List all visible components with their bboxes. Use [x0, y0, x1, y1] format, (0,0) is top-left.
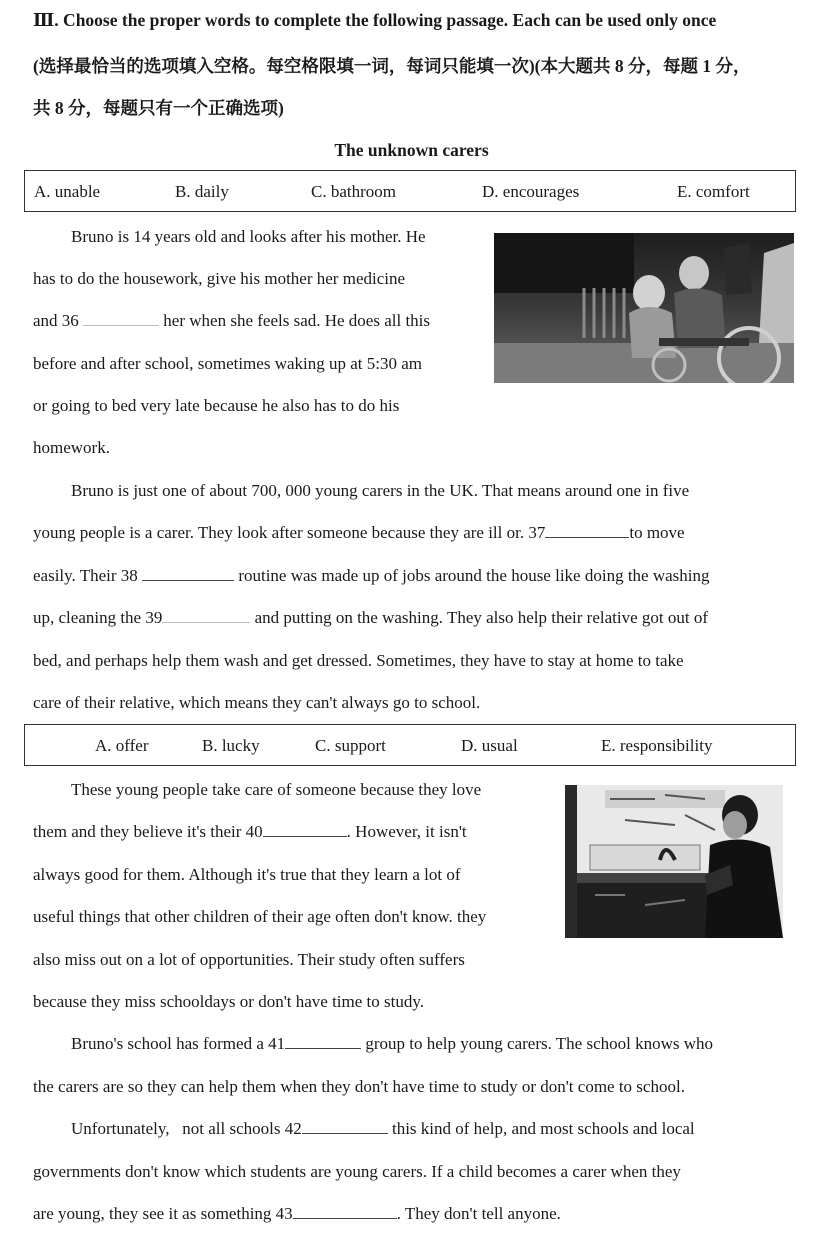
para5-line-1 — [71, 1119, 695, 1139]
photo-wheelchair — [494, 233, 794, 383]
para1-line-6: homework. — [33, 438, 110, 457]
para3-line-1: These young people take care of someone because they love — [71, 780, 482, 799]
instruction-line-1: Ⅲ. Choose the proper words to complete the following passage. Each can be used only once — [33, 10, 717, 30]
para2-line-6: care of their relative, which means they can't always go to school. — [33, 693, 481, 712]
para1-line-3 — [33, 311, 430, 331]
option-e: E. comfort — [677, 182, 750, 201]
text: them and they believe it's their 40 — [33, 822, 263, 841]
para3-line-5: also miss out on a lot of opportunities. Their study often suffers — [33, 950, 465, 969]
para5-line-3 — [33, 1204, 561, 1224]
text: easily. Their 38 — [33, 566, 143, 585]
para4-line-2: the carers are so they can help them when they don't have time to study or don't come to school. — [33, 1077, 685, 1096]
option-a: A. unable — [34, 182, 101, 201]
para2-line-3 — [33, 566, 710, 586]
para3-line-3: always good for them. Although it's true that they learn a lot of — [33, 865, 461, 884]
instruction-line-3: 共 8 分，每题只有一个正确选项) — [33, 98, 284, 118]
para3-line-4: useful things that other children of their age often don't know. they — [33, 907, 487, 926]
text: are young, they see it as something 43 — [33, 1204, 293, 1223]
text: and 36 — [33, 311, 84, 330]
text: Unfortunately, not all schools 42 — [71, 1119, 302, 1138]
blank-39[interactable] — [162, 608, 250, 623]
blank-38[interactable] — [142, 566, 234, 581]
para5-line-2: governments don't know which students are young carers. If a child becomes a carer when they — [33, 1162, 681, 1181]
text: this kind of help, and most schools and local — [387, 1119, 695, 1138]
blank-37[interactable] — [545, 523, 629, 538]
para1-line-1: Bruno is 14 years old and looks after his mother. He — [71, 227, 426, 246]
para4-line-1 — [71, 1034, 713, 1054]
blank-36[interactable] — [83, 311, 159, 326]
text: to move — [629, 523, 685, 542]
text: up, cleaning the 39 — [33, 608, 163, 627]
para1-line-5: or going to bed very late because he also has to do his — [33, 396, 400, 415]
text: her when she feels sad. He does all this — [159, 311, 431, 330]
para2-line-5: bed, and perhaps help them wash and get dressed. Sometimes, they have to stay at home to take — [33, 651, 684, 670]
option-b: B. lucky — [202, 736, 260, 755]
word-box-2 — [24, 724, 796, 766]
passage-title: The unknown carers — [334, 140, 489, 160]
text: and putting on the washing. They also help their relative got out of — [250, 608, 709, 627]
option-d: D. encourages — [482, 182, 580, 201]
blank-43[interactable] — [293, 1204, 397, 1219]
option-c: C. bathroom — [311, 182, 396, 201]
para1-line-4: before and after school, sometimes waking up at 5:30 am — [33, 354, 422, 373]
blank-40[interactable] — [263, 822, 347, 837]
option-b: B. daily — [175, 182, 229, 201]
text: . However, it isn't — [346, 822, 467, 841]
text: . They don't tell anyone. — [396, 1204, 561, 1223]
instruction-line-2: (选择最恰当的选项填入空格。每空格限填一词，每词只能填一次)(本大题共 8 分，每题 1 分， — [33, 56, 751, 76]
para1-line-2: has to do the housework, give his mother her medicine — [33, 269, 406, 288]
option-e: E. responsibility — [601, 736, 713, 755]
photo-kitchen — [565, 785, 783, 938]
option-c: C. support — [315, 736, 386, 755]
text: group to help young carers. The school knows who — [361, 1034, 714, 1053]
text: young people is a carer. They look after someone because they are ill or. 37 — [33, 523, 546, 542]
para2-line-4 — [33, 608, 708, 628]
word-box-1 — [24, 170, 796, 212]
text: Bruno's school has formed a 41 — [71, 1034, 286, 1053]
para2-line-2 — [33, 523, 685, 543]
option-a: A. offer — [95, 736, 149, 755]
para3-line-2 — [33, 822, 467, 842]
blank-42[interactable] — [302, 1119, 388, 1134]
text: routine was made up of jobs around the house like doing the washing — [234, 566, 710, 585]
para3-line-6: because they miss schooldays or don't have time to study. — [33, 992, 424, 1011]
blank-41[interactable] — [285, 1034, 361, 1049]
para2-line-1: Bruno is just one of about 700, 000 young carers in the UK. That means around one in five — [71, 481, 690, 500]
option-d: D. usual — [461, 736, 518, 755]
